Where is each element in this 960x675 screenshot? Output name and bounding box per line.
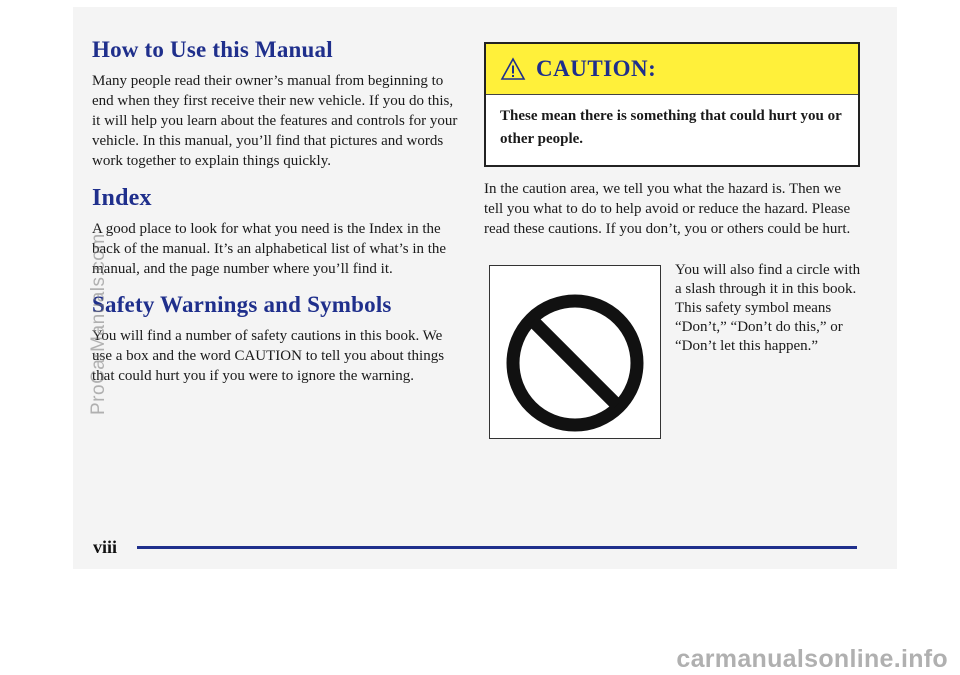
section-heading-safety: Safety Warnings and Symbols — [92, 292, 392, 317]
caution-body: These mean there is something that could hurt you or other people. — [500, 108, 842, 147]
footer-rule — [137, 546, 857, 549]
prohibition-icon — [502, 290, 648, 436]
section-heading-how-to-use: How to Use this Manual — [92, 37, 333, 62]
page-number: viii — [93, 536, 118, 557]
page-footer — [93, 537, 857, 557]
paragraph-index: A good place to look for what you need is the Index in the back of the manual. It’s an alphabetical list of what’s in the manual, and the page number where you’ll find it. — [92, 221, 447, 277]
paragraph-how-to-use: Many people read their owner’s manual from beginning to end when they first receive their new vehicle. If you do this, it will help you learn about the features and controls for your vehicle. In this manual, you’ll find that pictures and words work together to explain things quickly. — [92, 73, 458, 169]
side-watermark: ProCarManuals.com — [88, 233, 109, 415]
right-column — [484, 42, 860, 441]
symbol-box — [489, 265, 661, 439]
paragraph-safety: You will find a number of safety cautions in this book. We use a box and the word CAUTION to tell you about things that could hurt you if you were to ignore the warning. — [92, 328, 445, 384]
symbol-section — [484, 262, 861, 441]
caution-box — [484, 42, 860, 167]
warning-triangle-icon — [500, 57, 526, 81]
section-heading-index: Index — [92, 185, 152, 211]
left-column — [92, 36, 462, 386]
paragraph-symbol: You will also find a circle with a slash through it in this book. This safety symbol means “Don’t,” “Don’t do this,” or “Don’t let this happen.” — [675, 262, 861, 354]
paragraph-caution-explain: In the caution area, we tell you what the hazard is. Then we tell you what to do to help avoid or reduce the hazard. Please read these cautions. If you don’t, you or others could be hurt. — [484, 181, 851, 237]
caution-label: CAUTION: — [536, 56, 657, 81]
caution-header — [486, 44, 858, 95]
bottom-watermark: carmanualsonline.info — [676, 645, 948, 673]
